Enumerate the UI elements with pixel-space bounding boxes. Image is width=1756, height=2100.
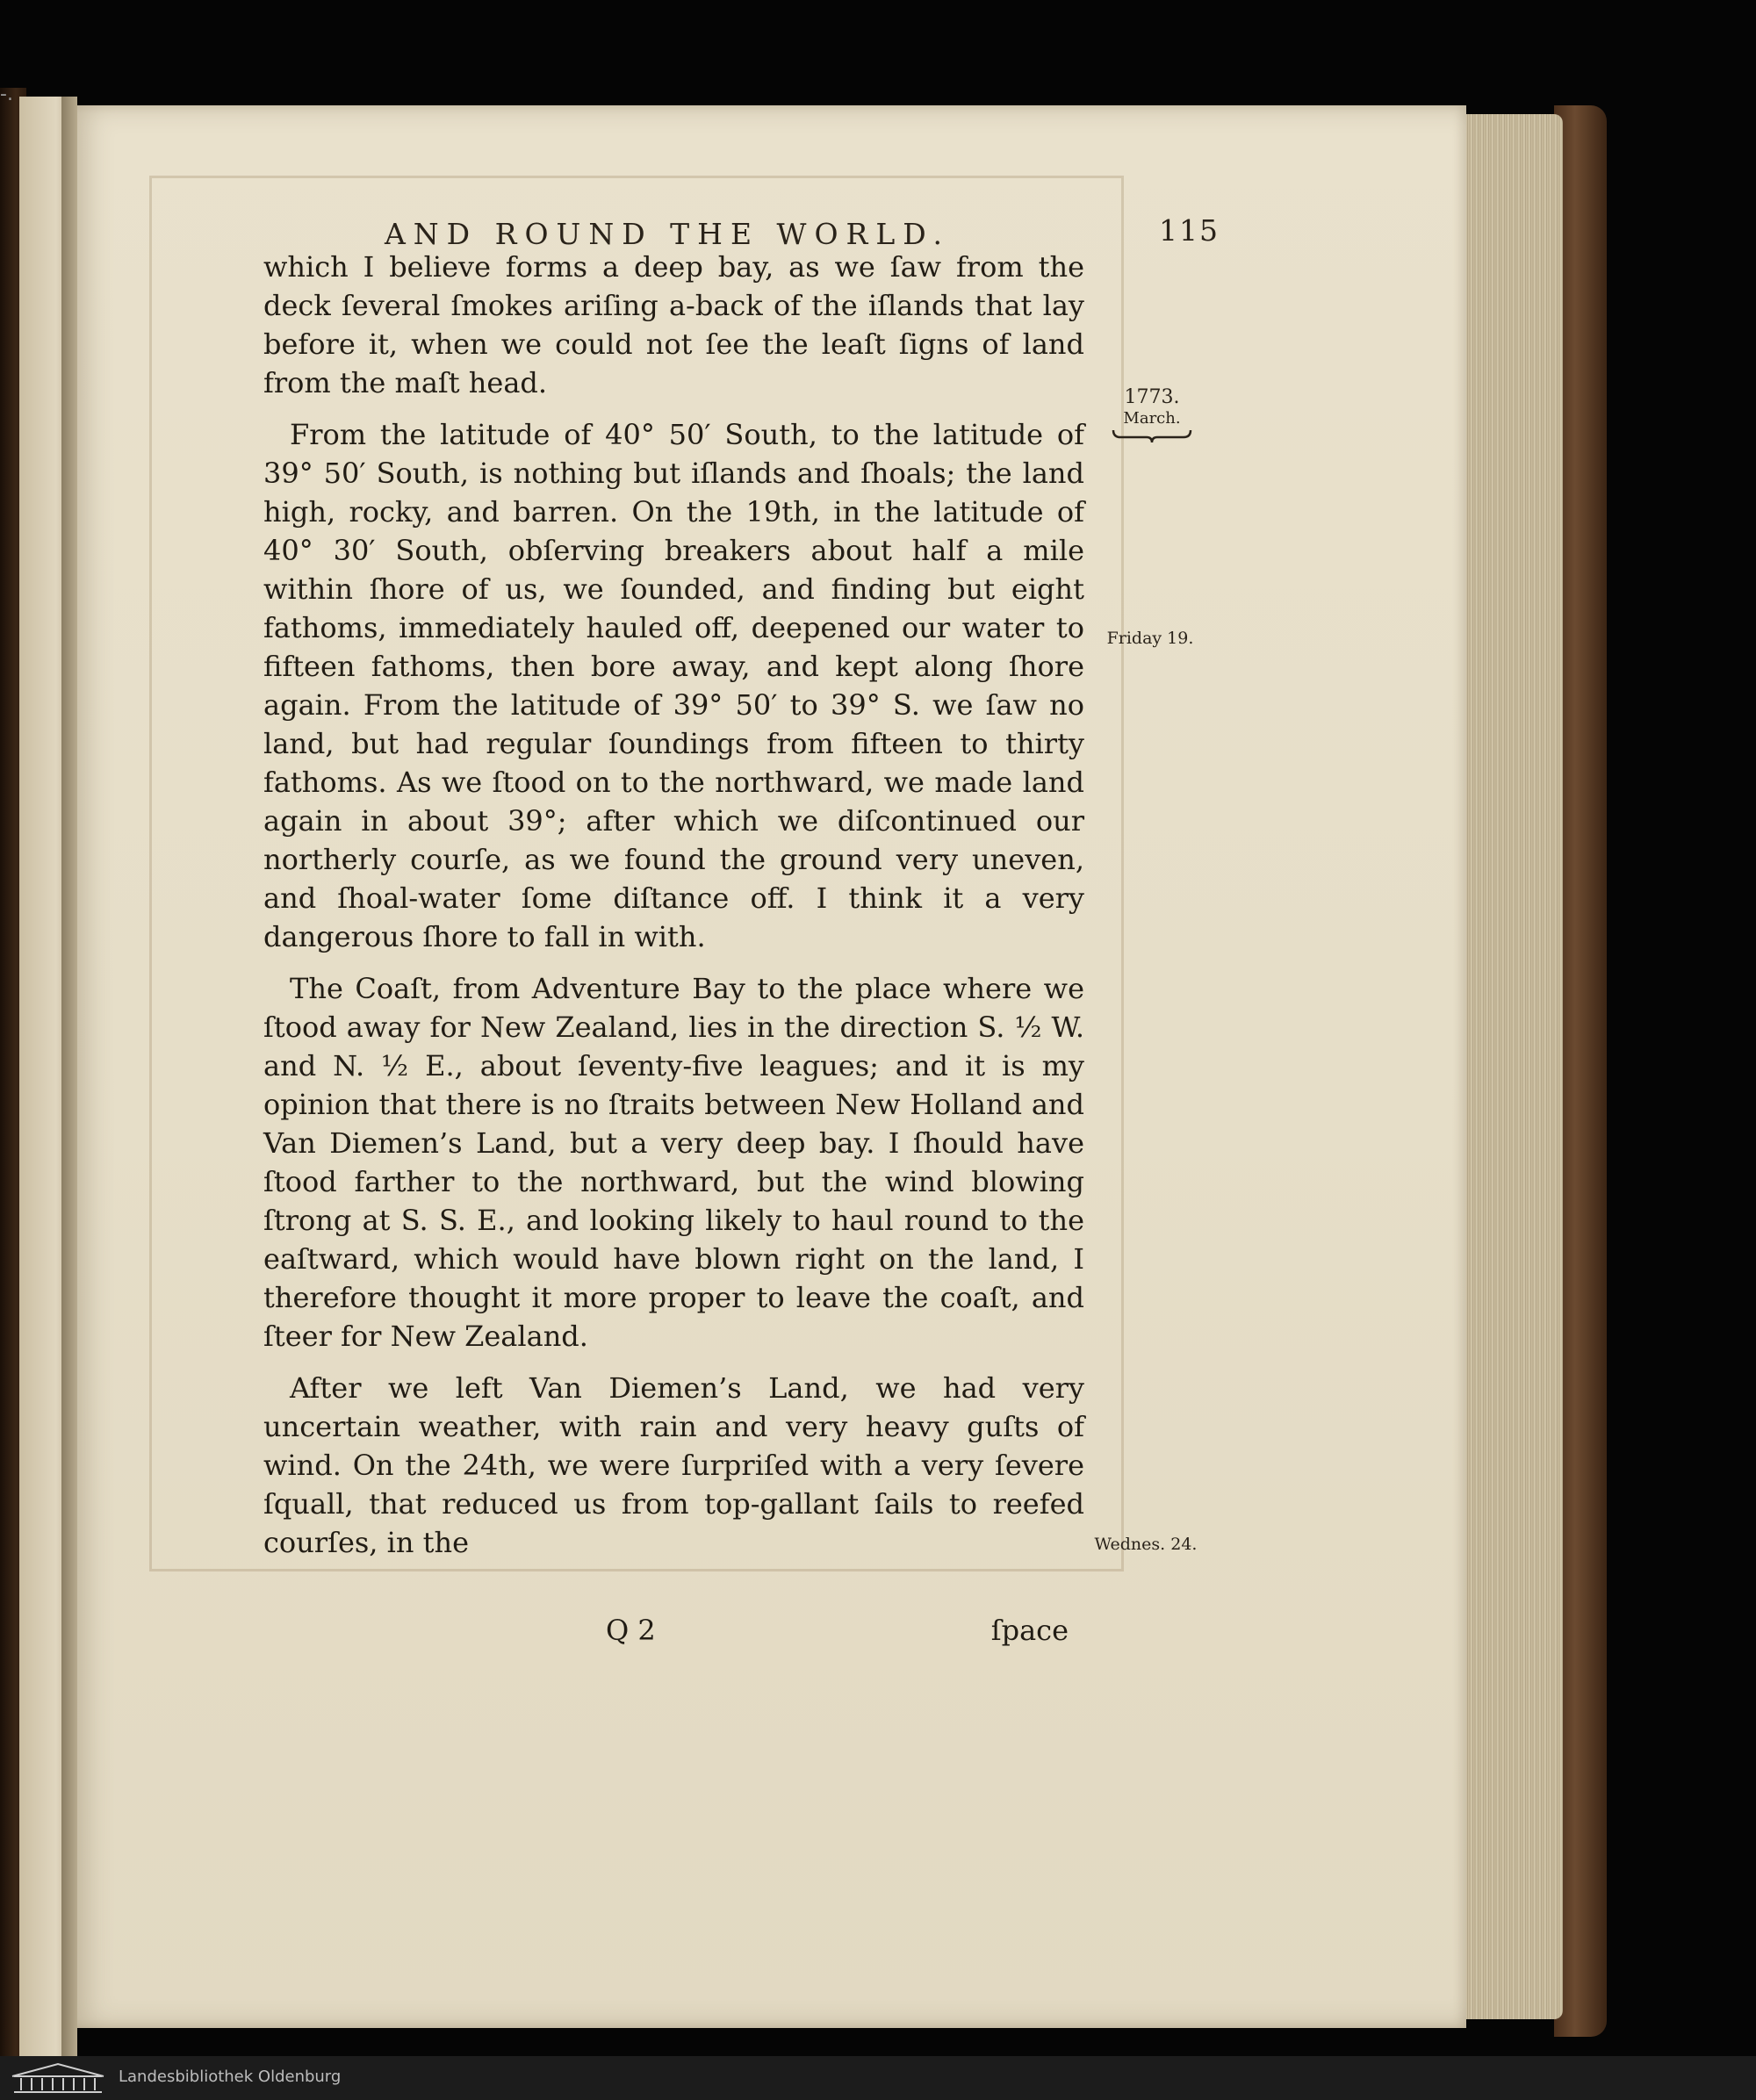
library-logo-icon [9,2060,107,2096]
paragraph: After we left Van Diemen’s Land, we had very uncertain weather, with rain and very heavy guſts of wind. On the 24th, we were ſurpriſed with a very ſevere ſquall, that reduced us from top-gallant ſails to reefed courſes, in the [263,1371,1084,1559]
brace-icon [1112,428,1192,444]
margin-year: 1773. [1124,386,1180,408]
margin-month: March. [1123,409,1181,428]
page-number: 115 [1159,213,1220,248]
paragraph: which I believe forms a deep bay, as we ſaw from the deck ſeveral ſmokes ariſing a-back of the iſlands that lay before it, when we could not ſee the leaſt ſigns of land from the maſt head. [263,250,1084,399]
page-edges [1457,114,1563,2019]
body-text [263,248,1084,1575]
running-head: AND ROUND THE WORLD. [384,217,951,251]
gutter [61,97,77,2059]
margin-date-wednesday: Wednes. 24. [1094,1535,1198,1554]
paragraph: From the latitude of 40° 50′ South, to the latitude of 39° 50′ South, is nothing but iſlands and ſhoals; the land high, rocky, and barren. On the 19th, in the latitude of 40° 30′ South, obſerving breakers about half a mile within ſhore of us, we ſounded, and finding but eight fathoms, immediately hauled off, deepened our water to fifteen fathoms, then bore away, and kept along ſhore again. From the latitude of 39° 50′ to 39° S. we ſaw no land, but had regular ſoundings from fifteen to thirty fathoms. As we ſtood on to the northward, we made land again in about 39°; after which we diſcontinued our northerly courſe, as we found the ground very uneven, and ſhoal-water ſome diſtance off. I think it a very dangerous ſhore to fall in with. [263,418,1084,953]
margin-date-friday: Friday 19. [1106,629,1194,648]
signature-mark: Q 2 [606,1614,656,1647]
scan-artifact: -. [0,83,13,105]
catchword: ſpace [990,1614,1069,1647]
page-footer [263,1614,1084,1652]
library-name: Landesbibliothek Oldenburg [119,2068,342,2086]
paragraph: The Coaſt, from Adventure Bay to the place where we ſtood away for New Zealand, lies in the direction S. ½ W. and N. ½ E., about ſeventy-five leagues; and it is my opinion that there is no ſtraits between New Holland and Van Diemen’s Land, but a very deep bay. I ſhould have ſtood farther to the northward, but the wind blowing ſtrong at S. S. E., and looking likely to haul round to the eaſtward, which would have blown right on the land, I therefore thought it more proper to leave the coaſt, and ſteer for New Zealand. [263,972,1084,1353]
